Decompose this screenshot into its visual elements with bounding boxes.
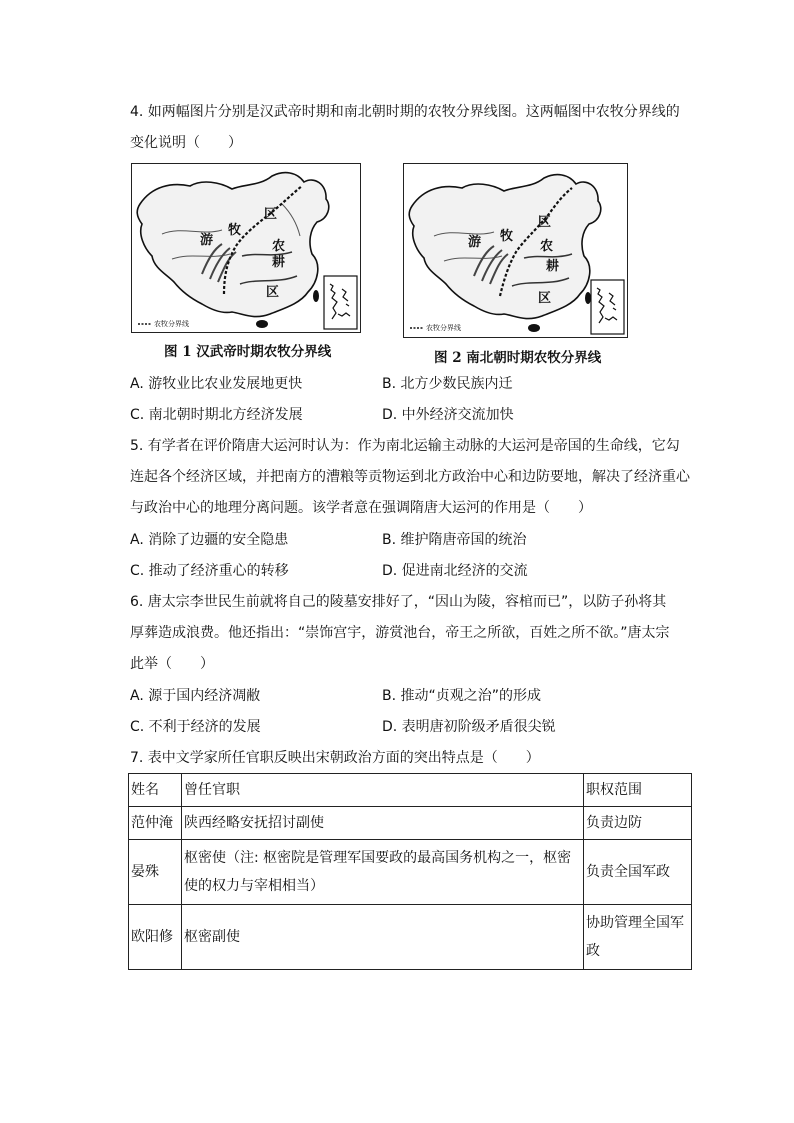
- table-cell: 欧阳修: [129, 905, 182, 970]
- map-2-label-mu: 牧: [500, 229, 514, 244]
- map-1-label-nong: 农: [272, 239, 286, 254]
- q6-stem-line3: 此举（ ）: [130, 656, 214, 672]
- map-1-label-qu1: 区: [264, 207, 278, 222]
- map-1-legend: 农牧分界线: [154, 320, 189, 328]
- table-cell: 陕西经略安抚招讨副使: [182, 807, 584, 840]
- q4-option-b[interactable]: B. 北方少数民族内迁: [382, 376, 513, 392]
- q5-option-b[interactable]: B. 维护隋唐帝国的统治: [382, 532, 527, 548]
- q6-stem-line1: 6. 唐太宗李世民生前就将自己的陵墓安排好了，“因山为陵，容棺而已”，以防子孙将其: [130, 594, 667, 610]
- table-cell: 枢密副使: [182, 905, 584, 970]
- q4-option-a[interactable]: A. 游牧业比农业发展地更快: [130, 376, 303, 392]
- q4-option-d[interactable]: D. 中外经济交流加快: [382, 407, 514, 423]
- q5-option-d[interactable]: D. 促进南北经济的交流: [382, 563, 528, 579]
- table-header-name: 姓名: [129, 774, 182, 807]
- table-cell: 负责边防: [584, 807, 692, 840]
- map-1-label-qu2: 区: [266, 285, 280, 300]
- map-2-legend: 农牧分界线: [426, 324, 461, 332]
- q6-option-c[interactable]: C. 不利于经济的发展: [130, 719, 261, 735]
- map-2-label-geng: 耕: [546, 259, 560, 274]
- map-1-label-geng: 耕: [272, 255, 286, 270]
- table-cell: 负责全国军政: [584, 840, 692, 905]
- map-1-label-mu: 牧: [228, 223, 242, 238]
- q5-stem-line1: 5. 有学者在评价隋唐大运河时认为：作为南北运输主动脉的大运河是帝国的生命线，它勾: [130, 438, 680, 454]
- map-1-caption: 图 1 汉武帝时期农牧分界线: [164, 344, 332, 360]
- q5-stem-line2: 连起各个经济区域，并把南方的漕粮等贡物运到北方政治中心和边防要地，解决了经济重心: [130, 469, 690, 485]
- q6-option-d[interactable]: D. 表明唐初阶级矛盾很尖锐: [382, 719, 556, 735]
- map-2-label-nong: 农: [540, 239, 554, 254]
- table-header-row: [129, 774, 692, 807]
- table-cell: 范仲淹: [129, 807, 182, 840]
- map-1-figure: [132, 164, 359, 331]
- q4-stem-line2: 变化说明（ ）: [130, 135, 242, 151]
- q5-option-a[interactable]: A. 消除了边疆的安全隐患: [130, 532, 289, 548]
- table-header-post: 曾任官职: [182, 774, 584, 807]
- table-header-scope: 职权范围: [584, 774, 692, 807]
- q4-option-c[interactable]: C. 南北朝时期北方经济发展: [130, 407, 303, 423]
- map-2-caption: 图 2 南北朝时期农牧分界线: [434, 350, 602, 366]
- map-2-label-qu1: 区: [538, 215, 552, 230]
- q7-stem-line1: 7. 表中文学家所任官职反映出宋朝政治方面的突出特点是（ ）: [130, 750, 540, 766]
- table-cell: 协助管理全国军政: [584, 905, 692, 970]
- q7-table: [128, 773, 692, 970]
- q5-option-c[interactable]: C. 推动了经济重心的转移: [130, 563, 289, 579]
- q4-stem-line1: 4. 如两幅图片分别是汉武帝时期和南北朝时期的农牧分界线图。这两幅图中农牧分界线的: [130, 104, 680, 120]
- map-1-label-you: 游: [200, 233, 214, 248]
- q5-stem-line3: 与政治中心的地理分离问题。该学者意在强调隋唐大运河的作用是（ ）: [130, 500, 592, 516]
- map-2-label-qu2: 区: [538, 291, 552, 306]
- q6-option-a[interactable]: A. 源于国内经济凋敝: [130, 688, 261, 704]
- map-1-han-wudi: [131, 163, 361, 333]
- table-row: [129, 905, 692, 970]
- map-2-north-south-dynasties: [403, 163, 628, 338]
- table-row: [129, 840, 692, 905]
- table-cell: 枢密使（注: 枢密院是管理军国要政的最高国务机构之一，枢密使的权力与宰相相当）: [182, 840, 584, 905]
- map-2-inset: [591, 280, 624, 334]
- table-row: [129, 807, 692, 840]
- map-2-figure: [404, 164, 626, 336]
- table-cell: 晏殊: [129, 840, 182, 905]
- q6-stem-line2: 厚葬造成浪费。他还指出：“崇饰宫宇，游赏池台，帝王之所欲，百姓之所不欲。”唐太宗: [130, 625, 670, 641]
- map-2-label-you: 游: [468, 235, 482, 250]
- q6-option-b[interactable]: B. 推动“贞观之治”的形成: [382, 688, 542, 704]
- map-1-inset: [324, 276, 357, 329]
